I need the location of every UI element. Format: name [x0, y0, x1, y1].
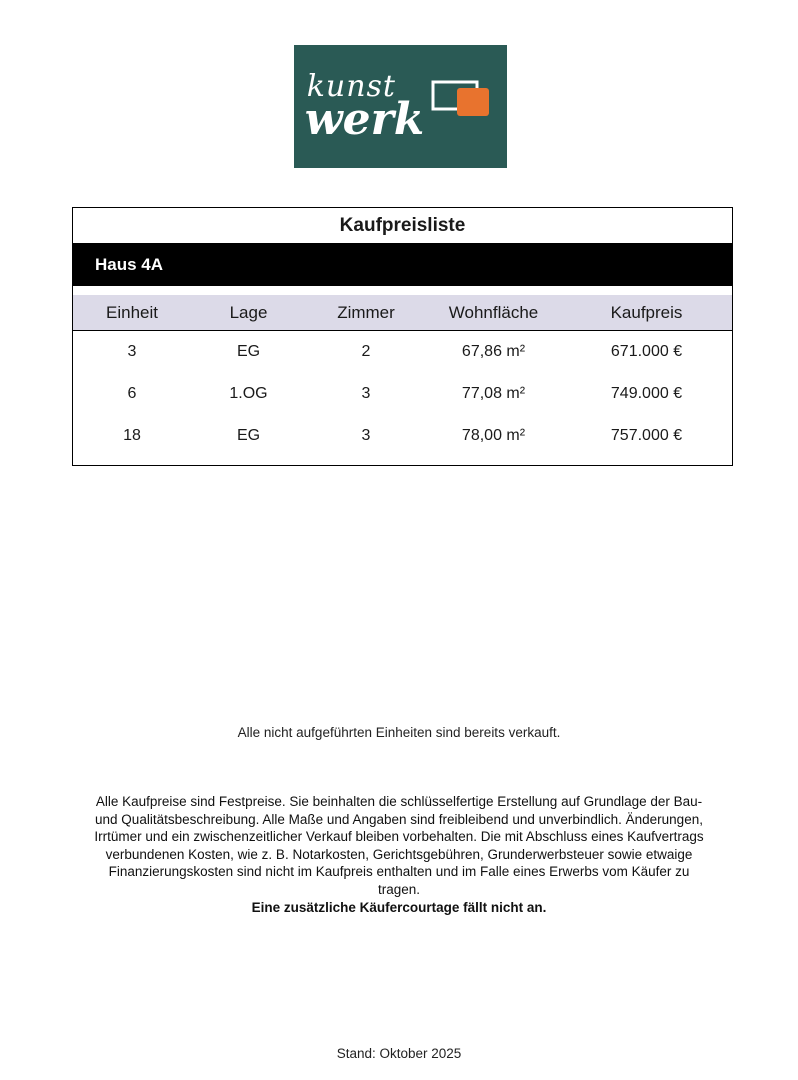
courtage-note: Eine zusätzliche Käufercourtage fällt nicht an. [251, 900, 547, 915]
disclaimer-block [90, 793, 708, 917]
footer-stand: Stand: Oktober 2025 [336, 1046, 462, 1061]
table-header-row [73, 295, 732, 331]
column-header-wohnflaeche: Wohnfläche [448, 302, 539, 322]
cell-lage: EG [236, 343, 261, 360]
column-header-lage: Lage [229, 302, 268, 322]
table-section-haus-4a: Haus 4A [73, 244, 732, 286]
cell-wohnflaeche: 78,00 m² [461, 427, 526, 444]
logo-word-kunst: kunst [306, 68, 396, 104]
column-header-kaufpreis: Kaufpreis [610, 302, 683, 322]
cell-zimmer: 3 [361, 385, 371, 402]
cell-einheit: 6 [127, 385, 137, 402]
logo-word-werk: werk [304, 93, 425, 145]
table-title: Kaufpreisliste [73, 208, 732, 244]
table-row [73, 331, 732, 373]
cell-einheit: 3 [127, 343, 137, 360]
cell-kaufpreis: 671.000 € [610, 343, 683, 360]
price-table [72, 207, 733, 466]
cell-zimmer: 2 [361, 343, 371, 360]
column-header-zimmer: Zimmer [337, 302, 395, 322]
table-row [73, 415, 732, 457]
box-frame-icon [430, 71, 496, 128]
table-row [73, 373, 732, 415]
disclaimer-text: Alle Kaufpreise sind Festpreise. Sie beinhalten die schlüsselfertige Erstellung auf Grundlage der Bau- und Qualitätsbeschreibung. Alle Maße und Angaben sind freibleibend und unverbindlich. Änderungen, Irrtümer und ein zwischenzeitlicher Verkauf bleiben vorbehalten. Die mit Abschluss eines Kaufvertrags verbundenen Kosten, wie z. B. Notarkosten, Gerichtsgebühren, Grunderwerbsteuer sowie etwaige Finanzierungskosten sind nicht im Kaufpreis enthalten und im Falle eines Erwerbs vom Käufer zu tragen. [94, 794, 704, 897]
cell-einheit: 18 [123, 427, 141, 444]
kunstwerk-logo [294, 45, 507, 168]
cell-zimmer: 3 [361, 427, 371, 444]
cell-lage: EG [236, 427, 261, 444]
column-header-einheit: Einheit [106, 302, 158, 322]
cell-kaufpreis: 757.000 € [610, 427, 683, 444]
logo-wordmark [304, 68, 425, 145]
sold-note: Alle nicht aufgeführten Einheiten sind bereits verkauft. [237, 725, 561, 740]
cell-lage: 1.OG [229, 385, 268, 402]
cell-kaufpreis: 749.000 € [610, 385, 683, 402]
table-body [73, 331, 732, 465]
cell-wohnflaeche: 67,86 m² [461, 343, 526, 360]
cell-wohnflaeche: 77,08 m² [461, 385, 526, 402]
